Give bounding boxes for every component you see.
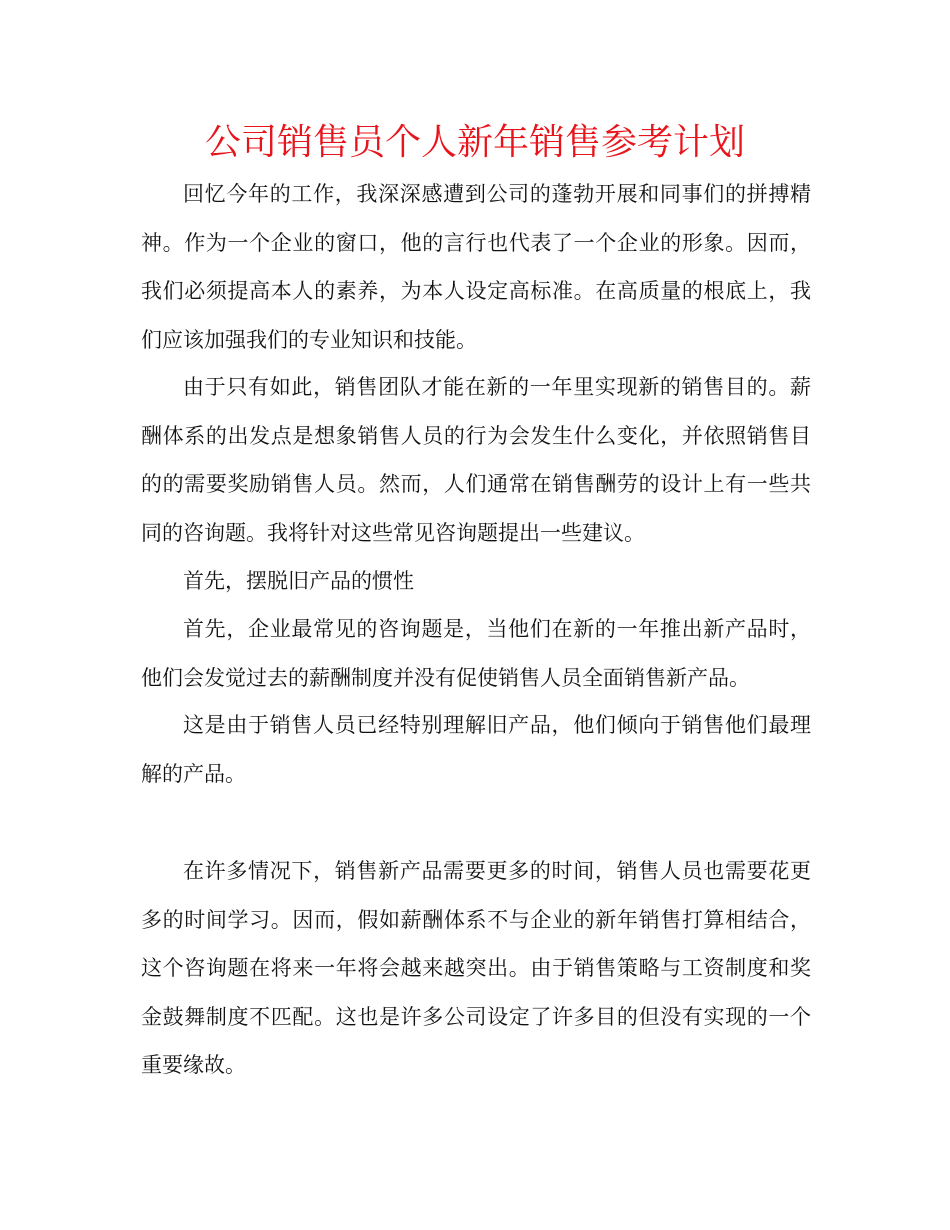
paragraph: 在许多情况下，销售新产品需要更多的时间，销售人员也需要花更多的时间学习。因而，假如薪酬体系不与企业的新年销售打算相结合，这个咨询题在将来一年将会越来越突出。由于销售策略与工资制度和奖金鼓舞制度不匹配。这也是许多公司设定了许多目的但没有实现的一个重要缘故。 [141, 859, 811, 1077]
paragraph: 回忆今年的工作，我深深感遭到公司的蓬勃开展和同事们的拼搏精神。作为一个企业的窗口，他的言行也代表了一个企业的形象。因而，我们必须提高本人的素养，为本人设定高标准。在高质量的根底上，我们应该加强我们的专业知识和技能。 [141, 182, 811, 352]
paragraph: 这是由于销售人员已经特别理解旧产品，他们倾向于销售他们最理解的产品。 [141, 713, 811, 786]
paragraph: 首先，企业最常见的咨询题是，当他们在新的一年推出新产品时，他们会发觉过去的薪酬制度并没有促使销售人员全面销售新产品。 [141, 617, 811, 690]
section-heading: 首先，摆脱旧产品的惯性 [183, 569, 414, 593]
paragraph: 由于只有如此，销售团队才能在新的一年里实现新的销售目的。薪酬体系的出发点是想象销售人员的行为会发生什么变化，并依照销售目的的需要奖励销售人员。然而，人们通常在销售酬劳的设计上有一些共同的咨询题。我将针对这些常见咨询题提出一些建议。 [141, 375, 811, 545]
document-title: 公司销售员个人新年销售参考计划 [204, 122, 745, 163]
